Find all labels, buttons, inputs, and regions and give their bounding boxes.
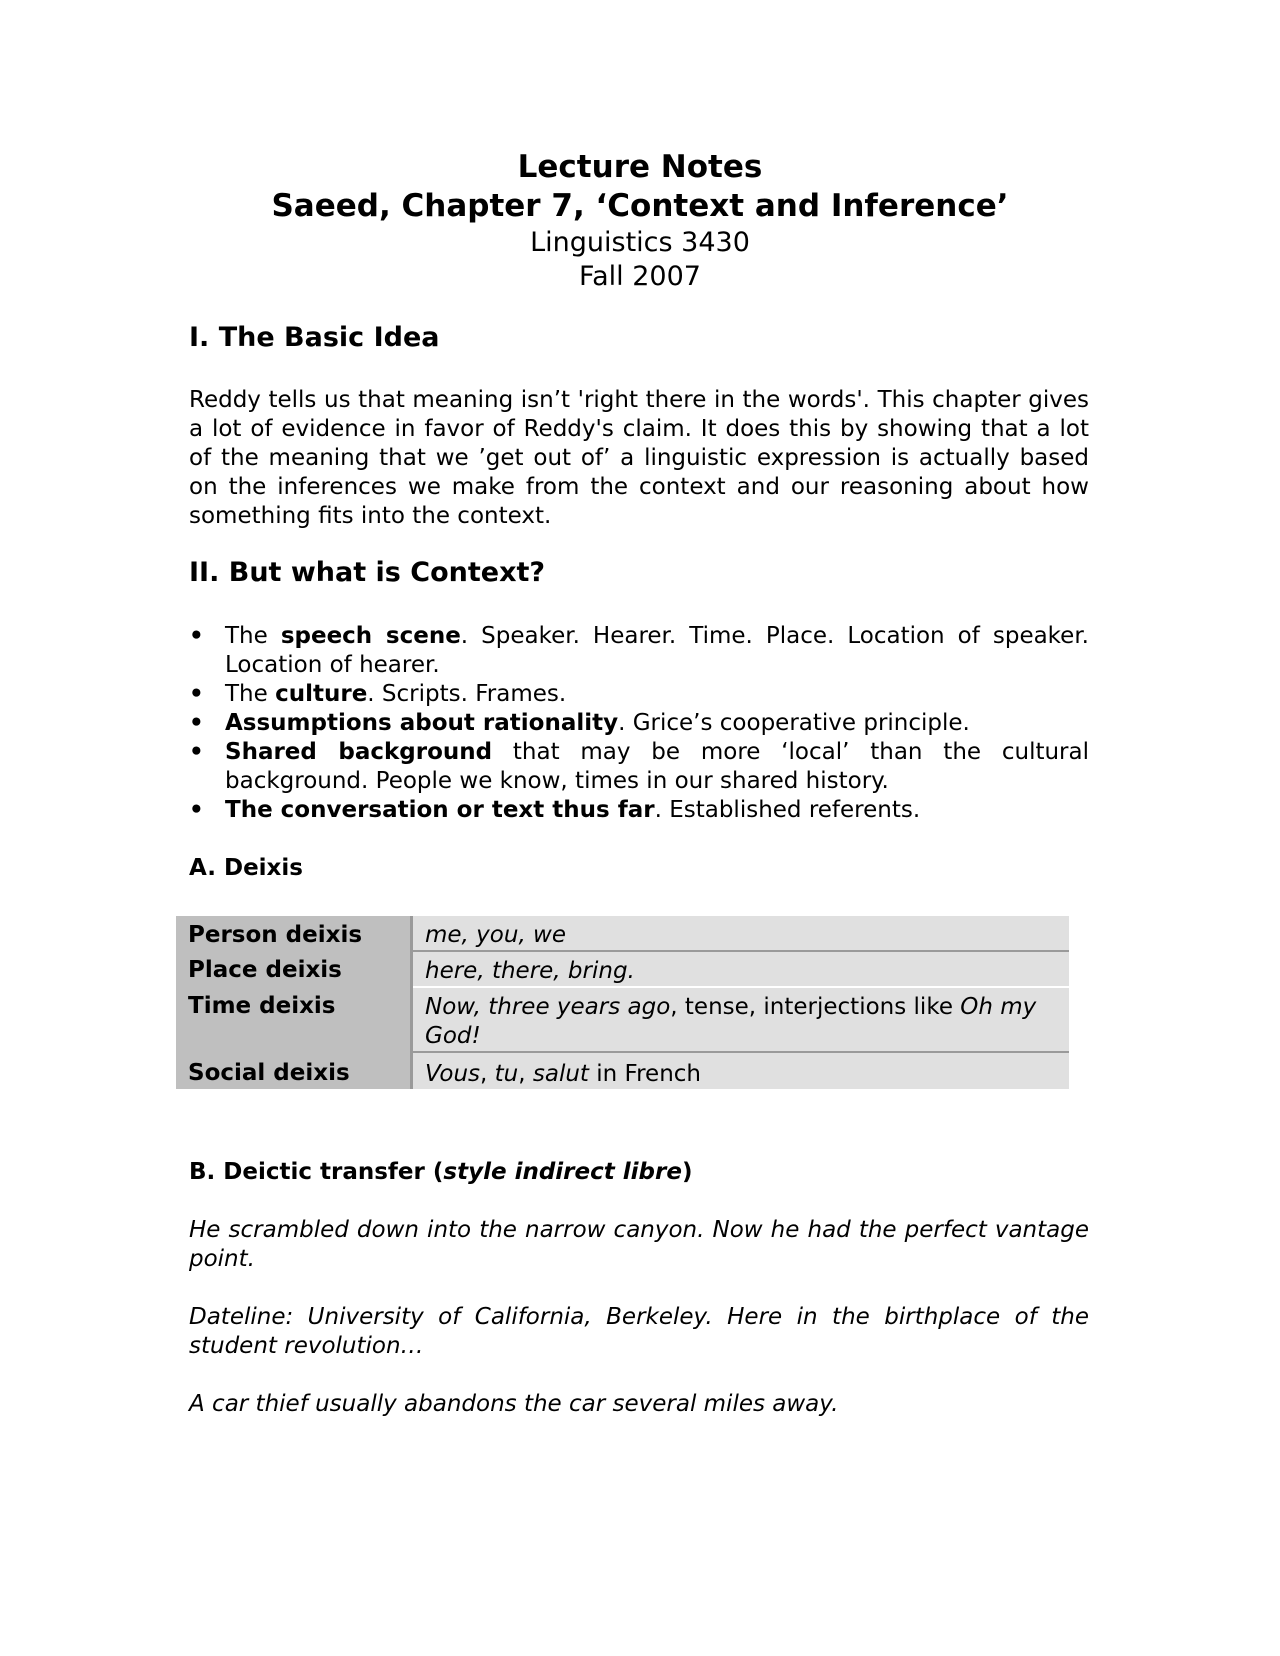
term: Fall 2007 <box>579 261 701 292</box>
table-row <box>176 951 1069 987</box>
table-row <box>176 987 1069 1052</box>
deixis-table <box>176 916 1069 1089</box>
bullet-icon: • <box>189 681 204 707</box>
title-block <box>0 148 1280 294</box>
subsection-heading-deixis: A. Deixis <box>189 855 303 881</box>
bullet-icon: • <box>189 739 204 765</box>
example-sentence: A car thief usually abandons the car several miles away. <box>189 1391 839 1417</box>
course-name: Linguistics 3430 <box>530 227 750 258</box>
bullet-icon: • <box>189 797 204 823</box>
table-row <box>176 1052 1069 1089</box>
list-item-term: Assumptions about rationality <box>225 710 619 736</box>
deixis-example-cell: Now, three years ago, tense, interjections like Oh my God! <box>412 987 1070 1052</box>
list-item: • The conversation or text thus far. Established referents. <box>189 797 921 823</box>
example-sentence: He scrambled down into the narrow canyon. Now he had the perfect vantage point. <box>189 1217 1089 1272</box>
deixis-type-cell: Place deixis <box>176 951 412 987</box>
document-title: Lecture Notes <box>517 149 763 185</box>
list-item-term: speech scene <box>280 623 461 649</box>
list-item-term: Shared background <box>225 739 493 765</box>
list-item: • The speech scene. Speaker. Hearer. Time. Place. Location of speaker. Location of hearer. <box>189 623 1089 678</box>
list-item-term: The conversation or text thus far <box>225 797 655 823</box>
deixis-type-cell: Social deixis <box>176 1052 412 1089</box>
section-heading-basic-idea: I. The Basic Idea <box>189 322 440 353</box>
bullet-icon: • <box>189 710 204 736</box>
subsection-heading-deictic-transfer: B. Deictic transfer (style indirect libre) <box>189 1159 693 1185</box>
deixis-example-cell: Vous, tu, salut in French <box>412 1052 1070 1089</box>
deixis-type-cell: Person deixis <box>176 916 412 951</box>
example-sentence: Dateline: University of California, Berkeley. Here in the birthplace of the student revolution… <box>189 1304 1089 1359</box>
context-list <box>189 622 1089 825</box>
list-item: • Assumptions about rationality. Grice’s cooperative principle. <box>189 710 970 736</box>
document-subtitle: Saeed, Chapter 7, ‘Context and Inference’ <box>271 188 1009 224</box>
deixis-type-cell: Time deixis <box>176 987 412 1052</box>
section-heading-context: II. But what is Context? <box>189 557 546 588</box>
table-row <box>176 916 1069 951</box>
bullet-icon: • <box>189 623 204 649</box>
list-item-term: culture <box>275 681 368 707</box>
deixis-example-cell: here, there, bring. <box>412 951 1070 987</box>
deixis-example-cell: me, you, we <box>412 916 1070 951</box>
list-item: • The culture. Scripts. Frames. <box>189 681 567 707</box>
basic-idea-paragraph: Reddy tells us that meaning isn’t 'right there in the words'. This chapter gives a lot of evidence in favor of Reddy's claim. It does this by showing that a lot of the meaning that we ’get out of’ a linguistic expression is actually based on the inferences we make from the context and our reasoning about how something fits into the context. <box>189 387 1089 529</box>
list-item: • Shared background that may be more ‘local’ than the cultural background. People we know, times in our shared history. <box>189 739 1089 794</box>
